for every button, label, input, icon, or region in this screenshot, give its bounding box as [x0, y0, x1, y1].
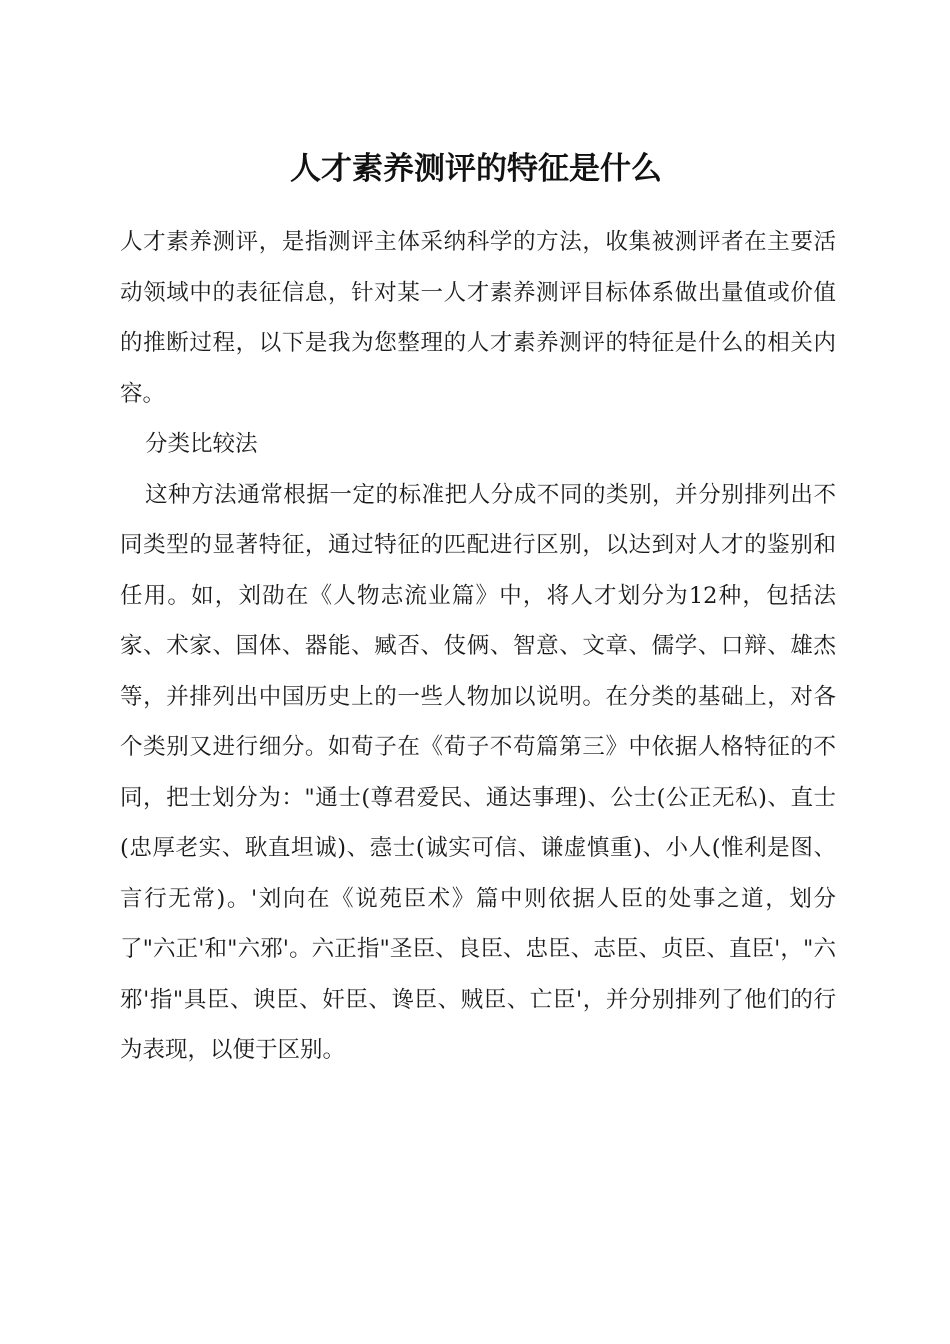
method-paragraph: 这种方法通常根据一定的标准把人分成不同的类别，并分别排列出不同类型的显著特征，通过特征的匹配进行区别，以达到对人才的鉴别和任用。如，刘劭在《人物志流业篇》中，将人才划分为12种，包括法家、术家、国体、器能、臧否、伎俩、智意、文章、儒学、口辩、雄杰等，并排列出中国历史上的一些人物加以说明。在分类的基础上，对各个类别又进行细分。如荀子在《荀子不苟篇第三》中依据人格特征的不同，把士划分为："通士(尊君爱民、通达事理)、公士(公正无私)、直士(忠厚老实、耿直坦诚)、悫士(诚实可信、谦虚慎重)、小人(惟利是图、言行无常)。'刘向在《说苑臣术》篇中则依据人臣的处事之道，划分了"六正'和"六邪'。六正指"圣臣、良臣、忠臣、志臣、贞臣、直臣'，"六邪'指"具臣、谀臣、奸臣、谗臣、贼臣、亡臣'，并分别排列了他们的行为表现，以便于区别。 [120, 481, 836, 1063]
section-heading: 分类比较法 [145, 431, 258, 457]
intro-paragraph: 人才素养测评，是指测评主体采纳科学的方法，收集被测评者在主要活动领域中的表征信息，针对某一人才素养测评目标体系做出量值或价值的推断过程，以下是我为您整理的人才素养测评的特征是什么的相关内容。 [120, 229, 836, 407]
document-body [120, 217, 836, 1076]
page-title: 人才素养测评的特征是什么 [290, 151, 662, 187]
